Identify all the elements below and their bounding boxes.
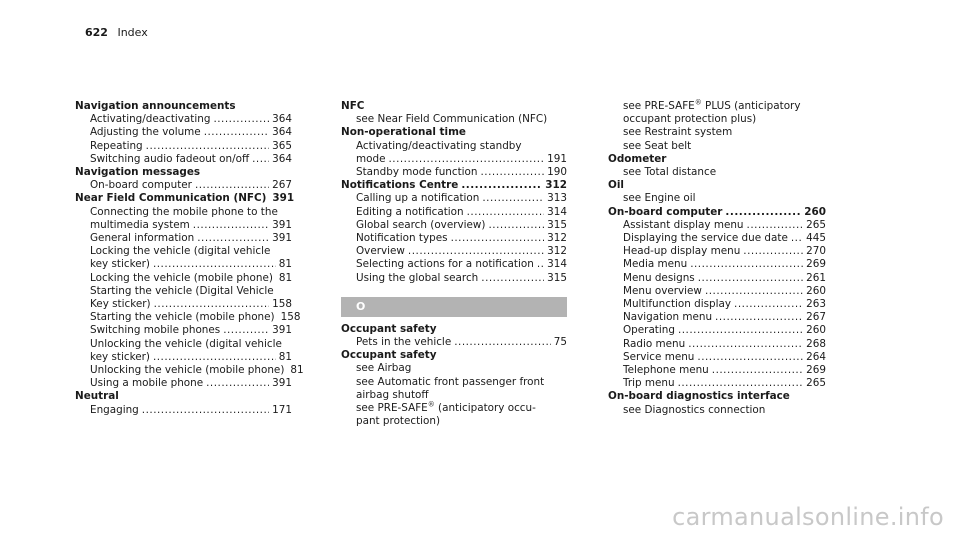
leader-dots <box>734 298 803 311</box>
index-reference: Locking the vehicle (digital vehicle <box>90 245 271 258</box>
index-reference: Activating/deactivating standby <box>356 139 522 152</box>
index-reference: see Engine oil <box>623 192 696 205</box>
index-subentry <box>608 232 826 245</box>
entry-text: Multifunction display <box>623 298 732 311</box>
page-ref: 158 <box>280 311 301 324</box>
page-ref: 260 <box>806 284 826 297</box>
page-ref: 314 <box>547 258 567 271</box>
index-subentry <box>608 272 826 285</box>
index-subentry <box>75 351 292 364</box>
page-ref: 313 <box>547 192 567 205</box>
leader-dots <box>461 179 542 192</box>
leader-dots <box>480 166 544 179</box>
index-subentry <box>341 166 567 179</box>
index-column-3 <box>608 100 826 417</box>
index-subentry <box>608 285 826 298</box>
index-subentry <box>75 258 292 271</box>
leader-dots <box>153 258 276 271</box>
registered-mark: ® <box>694 98 702 107</box>
index-subentry <box>341 232 567 245</box>
entry-text: Unlocking the vehicle (mobile phone) <box>90 364 285 377</box>
leader-dots <box>690 258 803 271</box>
leader-dots <box>213 113 269 126</box>
index-reference: see Automatic front passenger front <box>356 375 545 388</box>
entry-text: PLUS (anticipatory <box>701 100 801 112</box>
watermark: carmanualsonline.info <box>672 503 944 531</box>
index-heading: Neutral <box>75 390 119 403</box>
index-subentry <box>608 219 826 232</box>
page-ref: 391 <box>272 232 292 245</box>
page-ref: 269 <box>806 364 826 377</box>
leader-dots <box>712 364 803 377</box>
page-ref: 364 <box>272 126 292 139</box>
leader-dots <box>482 192 544 205</box>
page-ref: 312 <box>547 245 567 258</box>
index-reference <box>341 402 567 415</box>
page-ref: 260 <box>806 324 826 337</box>
entry-text: Assistant display menu <box>623 218 744 231</box>
index-subentry <box>75 298 292 311</box>
leader-dots <box>488 219 544 232</box>
index-heading <box>608 206 826 219</box>
page-ref: 269 <box>806 258 826 271</box>
page-ref: 445 <box>806 232 826 245</box>
letter-section-bar: O <box>341 297 567 317</box>
index-heading: NFC <box>341 100 365 112</box>
index-subentry <box>75 324 292 337</box>
page-ref: 158 <box>272 298 292 311</box>
index-subentry <box>608 258 826 271</box>
index-heading: Occupant safety <box>341 349 437 362</box>
leader-dots <box>142 404 269 417</box>
index-reference: see Seat belt <box>623 139 692 152</box>
index-reference: see Airbag <box>356 362 412 375</box>
leader-dots <box>154 298 270 311</box>
page-ref: 391 <box>272 218 292 231</box>
index-heading: Navigation announcements <box>75 100 236 112</box>
leader-dots <box>252 153 269 166</box>
leader-dots <box>195 179 269 192</box>
page-ref: 265 <box>806 377 826 390</box>
page-ref: 260 <box>804 205 826 218</box>
page-ref: 270 <box>806 245 826 258</box>
entry-text: Near Field Communication (NFC) <box>75 192 267 205</box>
page-ref: 264 <box>806 350 826 363</box>
index-subentry <box>75 232 292 245</box>
index-column-1 <box>75 100 304 417</box>
entry-text: mode <box>356 152 386 165</box>
index-subentry <box>75 272 292 285</box>
entry-text: Adjusting the volume <box>90 126 201 139</box>
entry-text: Menu overview <box>623 284 702 297</box>
page-ref: 315 <box>547 218 567 231</box>
index-heading: On-board diagnostics interface <box>608 390 790 403</box>
entry-text: Displaying the service due date <box>623 232 788 245</box>
registered-mark: ® <box>427 400 435 409</box>
entry-text: Overview <box>356 245 405 258</box>
page-header <box>85 26 148 39</box>
page-ref: 364 <box>272 152 292 165</box>
entry-text: key sticker) <box>90 350 150 363</box>
entry-text: Repeating <box>90 139 143 152</box>
page-ref: 315 <box>547 271 567 284</box>
page-ref: 267 <box>272 179 292 192</box>
index-subentry <box>341 192 567 205</box>
index-heading <box>341 179 567 192</box>
entry-text: (anticipatory occu- <box>434 402 536 415</box>
page-ref: 263 <box>806 298 826 311</box>
entry-text: Global search (overview) <box>356 218 486 231</box>
index-subentry <box>75 126 292 139</box>
page-ref: 312 <box>545 179 567 192</box>
entry-text: multimedia system <box>90 218 190 231</box>
index-heading: Oil <box>608 179 624 192</box>
entry-text: see PRE-SAFE <box>623 100 695 112</box>
page-ref: 314 <box>547 205 567 218</box>
index-reference: Unlocking the vehicle (digital vehicle <box>90 337 282 350</box>
entry-text: Calling up a notification <box>356 192 480 205</box>
entry-text: Telephone menu <box>623 364 709 377</box>
entry-text: Standby mode function <box>356 166 478 179</box>
index-column-2 <box>341 100 567 428</box>
leader-dots <box>153 351 276 364</box>
leader-dots <box>206 377 269 390</box>
leader-dots <box>454 336 551 349</box>
index-subentry <box>75 311 301 324</box>
leader-dots <box>408 245 544 258</box>
page-ref: 190 <box>547 166 567 179</box>
index-heading: Non-operational time <box>341 126 466 139</box>
leader-dots <box>537 258 544 271</box>
entry-text: Switching mobile phones <box>90 324 221 337</box>
entry-text: key sticker) <box>90 258 150 271</box>
index-heading: Occupant safety <box>341 322 437 335</box>
index-subentry <box>608 311 826 324</box>
index-reference: see Restraint system <box>623 126 733 139</box>
leader-dots <box>688 338 803 351</box>
index-subentry <box>608 245 826 258</box>
index-reference: airbag shutoff <box>356 388 429 401</box>
entry-text: Pets in the vehicle <box>356 336 452 349</box>
index-subentry <box>341 206 567 219</box>
page-ref: 267 <box>806 311 826 324</box>
index-subentry <box>608 377 826 390</box>
leader-dots <box>678 324 803 337</box>
index-subentry <box>75 364 304 377</box>
leader-dots <box>204 126 269 139</box>
leader-dots <box>481 272 544 285</box>
index-subentry <box>341 336 567 349</box>
leader-dots <box>146 140 270 153</box>
index-subentry <box>608 298 826 311</box>
leader-dots <box>197 232 269 245</box>
entry-text: On-board computer <box>90 179 192 192</box>
index-subentry <box>608 324 826 337</box>
page-ref: 81 <box>278 271 293 284</box>
page-ref: 81 <box>278 350 292 363</box>
index-heading <box>75 192 295 205</box>
index-subentry <box>341 272 567 285</box>
leader-dots <box>467 206 545 219</box>
index-subentry <box>341 258 567 271</box>
entry-text: Using the global search <box>356 271 479 284</box>
entry-text: Editing a notification <box>356 205 464 218</box>
index-subentry <box>608 351 826 364</box>
page-ref: 81 <box>278 258 292 271</box>
page-ref: 268 <box>806 337 826 350</box>
index-heading: Navigation messages <box>75 166 201 179</box>
index-subentry <box>75 153 292 166</box>
entry-text: Trip menu <box>623 377 675 390</box>
page-ref: 391 <box>272 377 292 390</box>
index-subentry <box>75 404 292 417</box>
page-ref: 364 <box>272 113 292 126</box>
index-subentry <box>75 140 292 153</box>
page-ref: 391 <box>272 192 295 205</box>
leader-dots <box>193 219 269 232</box>
entry-text: Switching audio fadeout on/off <box>90 152 250 165</box>
index-subentry <box>75 179 292 192</box>
index-reference: see Near Field Communication (NFC) <box>356 113 548 126</box>
index-reference: see Total distance <box>623 166 717 179</box>
entry-text: Radio menu <box>623 337 686 350</box>
leader-dots <box>223 324 269 337</box>
page-ref: 171 <box>272 403 292 416</box>
index-subentry <box>75 219 292 232</box>
leader-dots <box>388 153 544 166</box>
index-subentry <box>75 377 292 390</box>
entry-text: Navigation menu <box>623 311 713 324</box>
index-reference: see Diagnostics connection <box>623 403 766 416</box>
entry-text: Key sticker) <box>90 298 151 311</box>
page-ref: 75 <box>553 336 567 349</box>
leader-dots <box>747 219 804 232</box>
entry-text: Locking the vehicle (mobile phone) <box>90 271 273 284</box>
index-heading: Odometer <box>608 152 667 165</box>
leader-dots <box>697 351 803 364</box>
index-subentry <box>341 219 567 232</box>
entry-text: Service menu <box>623 350 695 363</box>
entry-text: Engaging <box>90 403 139 416</box>
entry-text: General information <box>90 232 195 245</box>
index-subentry <box>75 113 292 126</box>
page-ref: 365 <box>272 139 292 152</box>
page-ref: 191 <box>547 152 567 165</box>
entry-text: Operating <box>623 324 675 337</box>
entry-text: Activating/deactivating <box>90 113 211 126</box>
entry-text: Starting the vehicle (mobile phone) <box>90 311 275 324</box>
leader-dots <box>743 245 803 258</box>
index-reference: occupant protection plus) <box>623 113 757 126</box>
page-ref: 265 <box>806 218 826 231</box>
page-ref: 261 <box>806 271 826 284</box>
index-subentry <box>341 153 567 166</box>
leader-dots <box>791 232 803 245</box>
entry-text: Head-up display menu <box>623 245 741 258</box>
page-ref: 391 <box>272 324 292 337</box>
leader-dots <box>715 311 803 324</box>
index-subentry <box>341 245 567 258</box>
index-reference: pant protection) <box>356 415 441 428</box>
page-ref: 312 <box>547 232 567 245</box>
entry-text: Menu designs <box>623 271 695 284</box>
index-reference <box>608 100 826 113</box>
leader-dots <box>451 232 545 245</box>
entry-text: see PRE-SAFE <box>356 402 428 415</box>
index-reference: Connecting the mobile phone to the <box>90 205 278 218</box>
index-subentry <box>608 364 826 377</box>
leader-dots <box>678 377 804 390</box>
entry-text: Notification types <box>356 232 448 245</box>
entry-text: On-board computer <box>608 205 723 218</box>
entry-text: Selecting actions for a notification <box>356 258 534 271</box>
leader-dots <box>698 272 803 285</box>
leader-dots <box>705 285 803 298</box>
index-subentry <box>608 338 826 351</box>
entry-text: Media menu <box>623 258 688 271</box>
page-ref: 81 <box>290 364 304 377</box>
leader-dots <box>725 206 801 219</box>
section-title: Index <box>117 26 148 39</box>
index-reference: Starting the vehicle (Digital Vehicle <box>90 284 274 297</box>
page-number: 622 <box>85 26 108 39</box>
entry-text: Notifications Centre <box>341 179 459 192</box>
entry-text: Using a mobile phone <box>90 377 204 390</box>
